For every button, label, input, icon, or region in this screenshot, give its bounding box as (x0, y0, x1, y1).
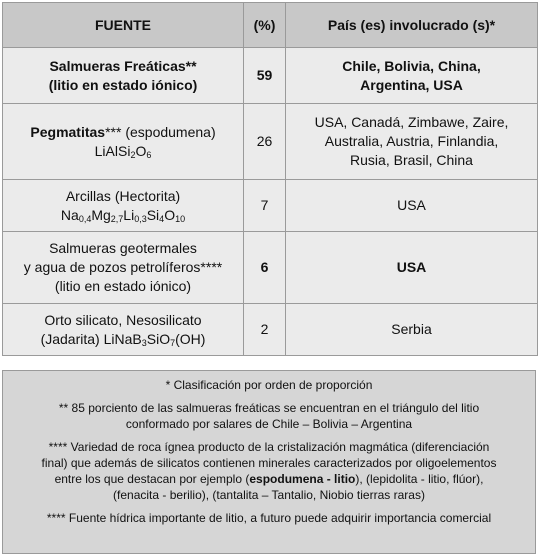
table-row (3, 104, 538, 180)
percent-cell: 6 (244, 232, 286, 304)
countries-cell (286, 104, 538, 180)
countries-text: Chile, Bolivia, China, (342, 57, 481, 74)
countries-cell: Serbia (286, 304, 538, 356)
table-row (3, 304, 538, 356)
source-cell (3, 104, 244, 180)
countries-cell (286, 48, 538, 104)
table-row (3, 180, 538, 232)
countries-cell: USA (286, 232, 538, 304)
mineral-formula: $LiAlSi_2O_6$ (94, 142, 152, 160)
source-name-bold: Pegmatitas (30, 123, 106, 140)
footnote: * Clasificación por orden de proporción (165, 378, 373, 392)
countries-text: Australia, Austria, Finlandia, (324, 133, 499, 149)
lithium-sources-table (2, 2, 538, 356)
table-header-row (3, 3, 538, 48)
header-countries: País (es) involucrado (s)* (286, 3, 538, 48)
percent-cell: 2 (244, 304, 286, 356)
source-text: Orto silicato, Nesosilicato (44, 311, 202, 328)
source-text: Arcillas (Hectorita) (65, 187, 181, 204)
countries-text: Rusia, Brasil, China (350, 152, 473, 168)
footnote: **** Variedad de roca ígnea producto de la cristalización magmática (diferenciación final) que además de silicatos contienen minerales caracterizados por oligoelementos entre los que destacan por ejemplo (espodumena - litio), (lepidolita - litio, flúor), (fenacita - berilio), (tantalita – Tantalio, Niobio tierras raras) (41, 440, 497, 502)
source-text: y agua de pozos petrolíferos**** (23, 259, 223, 275)
percent-cell: 59 (244, 48, 286, 104)
header-fuente: FUENTE (3, 3, 244, 48)
mineral-formula: (Jadarita) LiNaB$_3$SiO$_7$(OH) (40, 330, 206, 348)
source-cell (3, 180, 244, 232)
source-text: Salmueras Freáticas** (49, 57, 197, 74)
source-cell (3, 48, 244, 104)
table-row (3, 232, 538, 304)
footnotes-box (2, 370, 536, 554)
countries-text: USA, Canadá, Zimbawe, Zaire, (314, 114, 509, 130)
source-cell (3, 232, 244, 304)
footnote: **** Fuente hídrica importante de litio, a futuro puede adquirir importancia comercial (46, 511, 492, 525)
footnote: ** 85 porciento de las salmueras freáticas se encuentran en el triángulo del litio conformado por salares de Chile – Bolivia – Argentina (58, 401, 480, 431)
percent-cell: 26 (244, 104, 286, 180)
source-text: (litio en estado iónico) (48, 76, 198, 93)
mineral-formula: $Na_{0,4}Mg_{2,7}Li_{0,3}Si_4O_{10}$ (60, 206, 186, 224)
table-row (3, 48, 538, 104)
source-text: *** (espodumena) (105, 123, 216, 140)
countries-text: Argentina, USA (360, 76, 463, 93)
header-percent: (%) (244, 3, 286, 48)
percent-cell: 7 (244, 180, 286, 232)
countries-cell: USA (286, 180, 538, 232)
source-cell (3, 304, 244, 356)
source-text: (litio en estado iónico) (54, 278, 192, 294)
source-text: Salmueras geotermales (49, 240, 197, 256)
